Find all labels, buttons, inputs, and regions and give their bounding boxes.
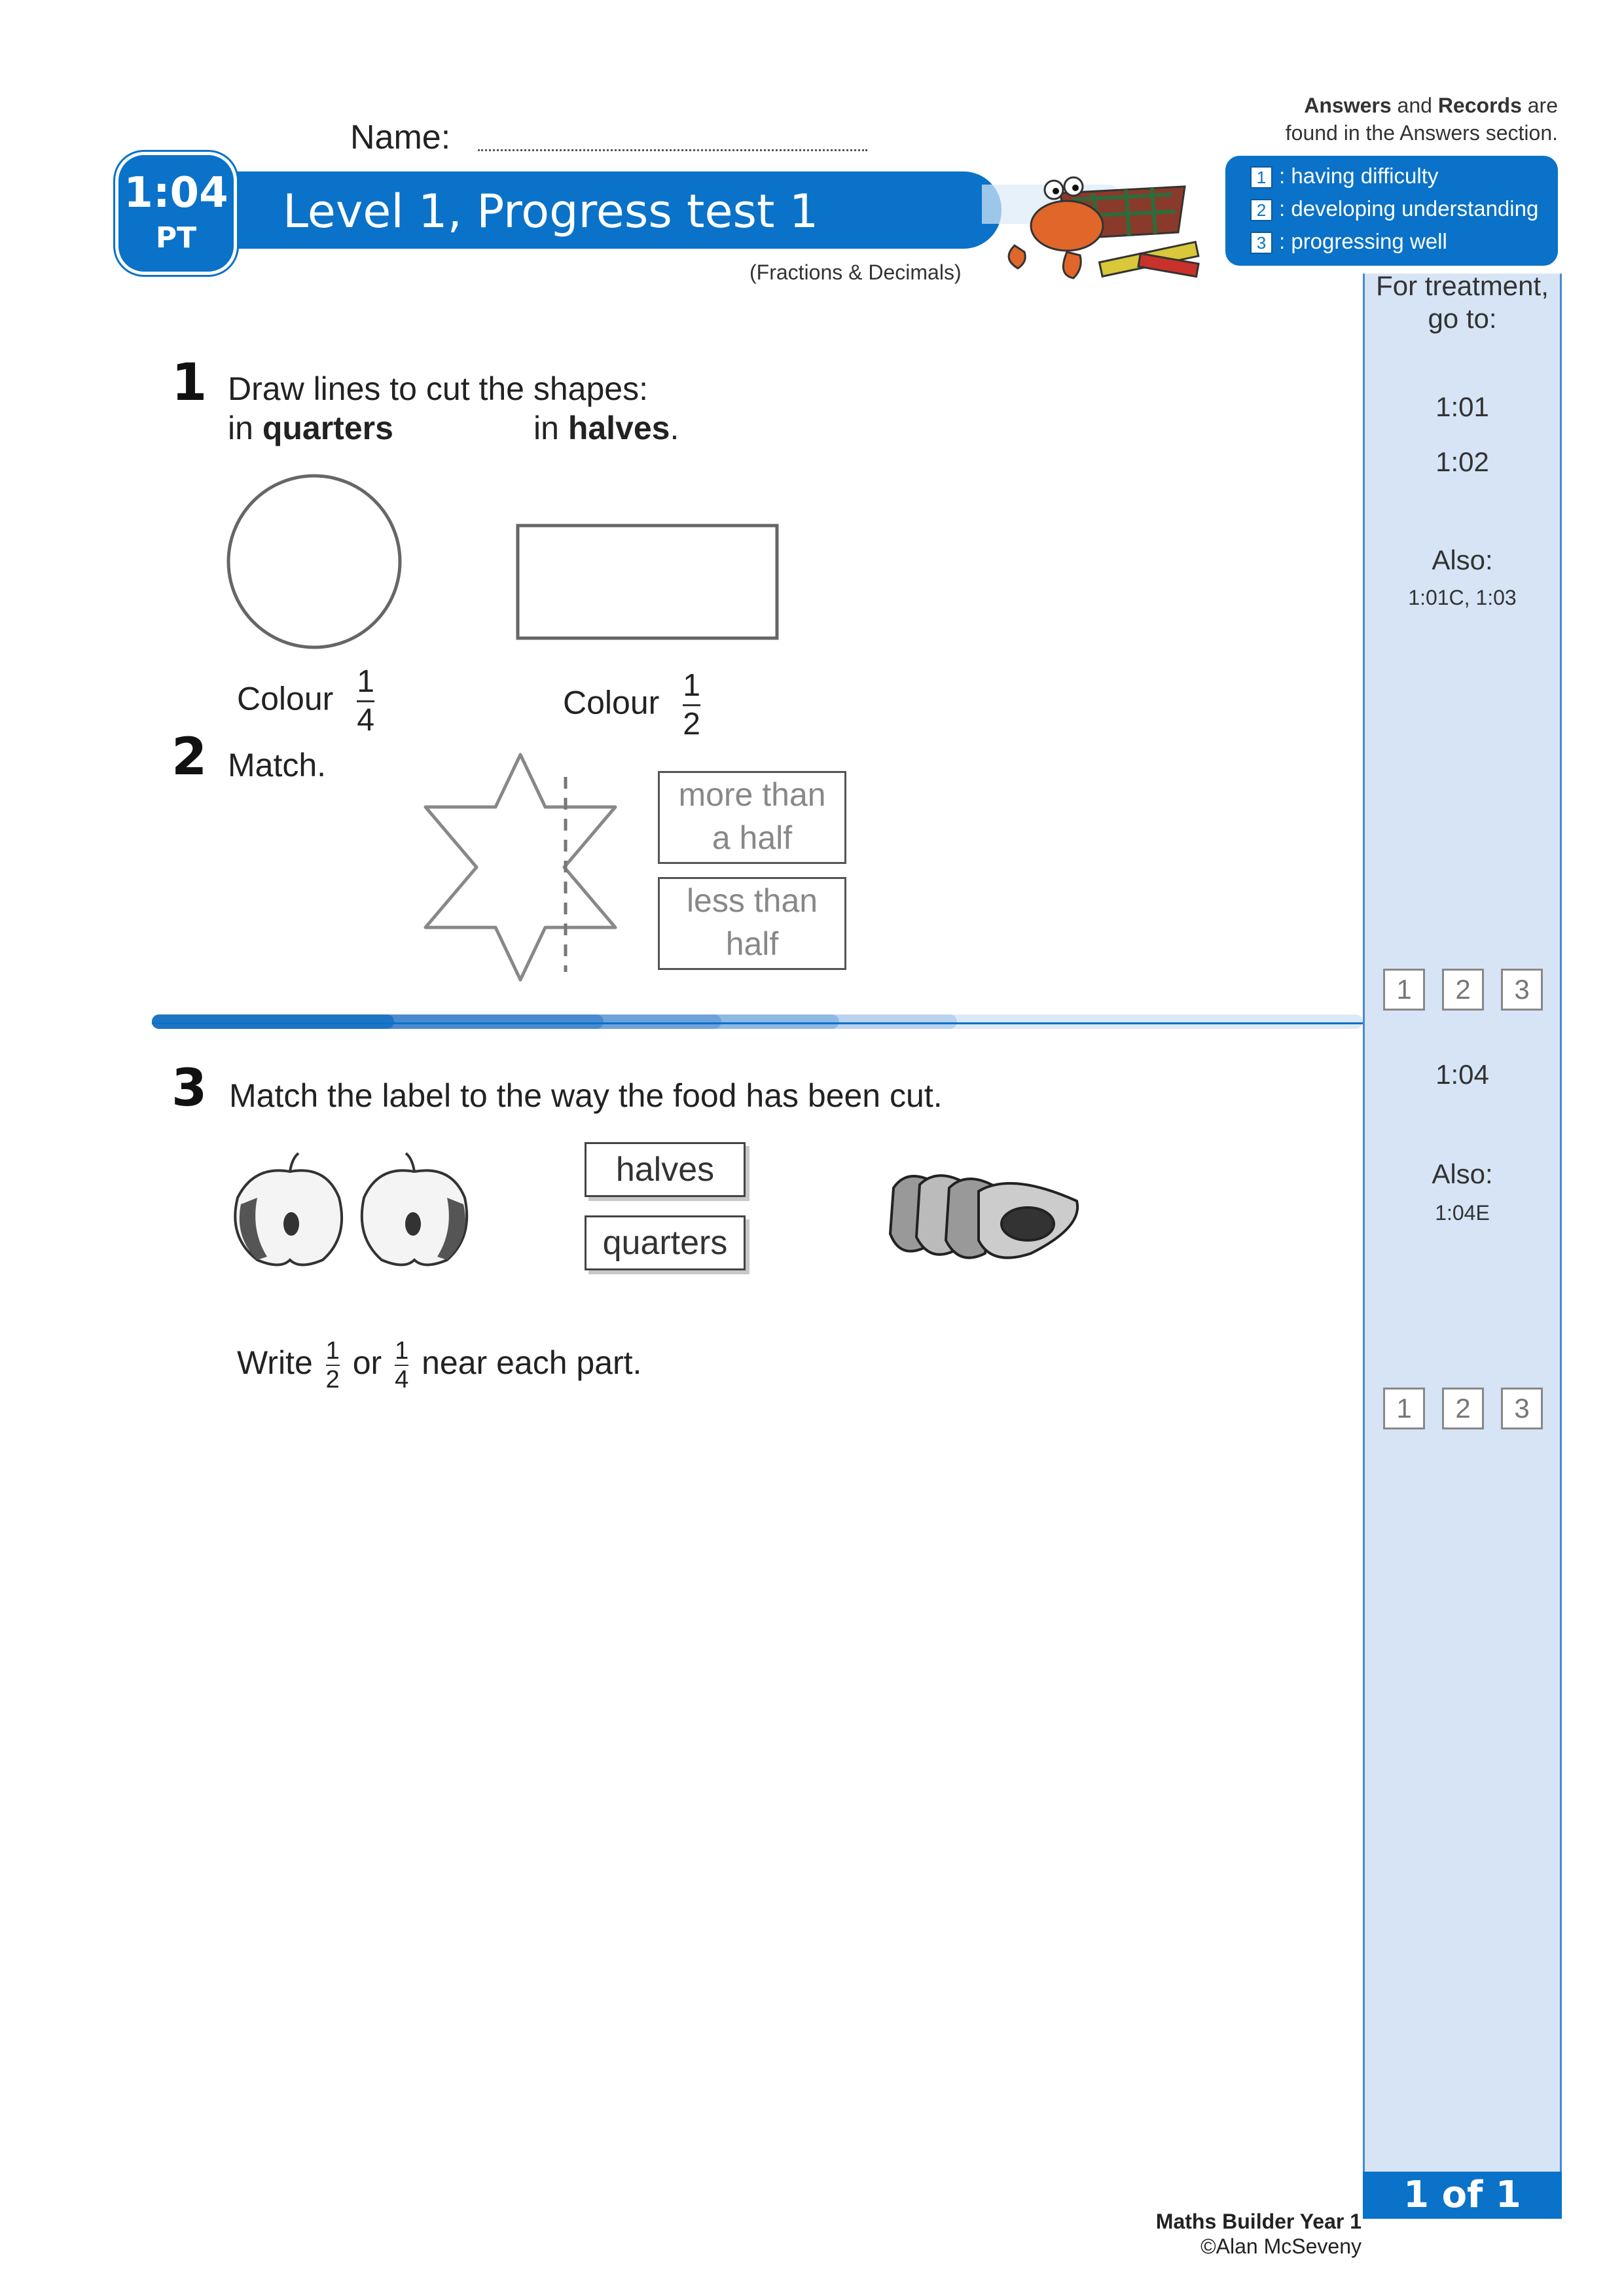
star-shape[interactable] [419, 749, 628, 985]
treatment-ref-1-02[interactable]: 1:02 [1435, 446, 1489, 477]
records-word: Records [1437, 94, 1522, 117]
also-label-a: Also: [1432, 545, 1493, 575]
sliced-food-icon[interactable] [880, 1162, 1090, 1266]
question-1-quarters: in quarters [228, 410, 393, 446]
name-field[interactable] [478, 149, 867, 151]
answers-note: Answers and Records are found in the Answers section. [1198, 92, 1558, 147]
section-divider [152, 1014, 1363, 1029]
fraction-one-half: $\frac{1}{2}$ [683, 668, 700, 742]
label-halves[interactable]: halves [585, 1142, 746, 1197]
score-box-1b[interactable]: 1 [1383, 1388, 1425, 1429]
question-2-text: Match. [228, 747, 327, 783]
question-3-number: 3 [171, 1059, 208, 1118]
badge-sub: PT [155, 221, 197, 255]
question-3-text: Match the label to the way the food has been cut. [229, 1077, 943, 1114]
crab-mascot-icon [988, 154, 1224, 285]
score-box-2b[interactable]: 2 [1442, 1388, 1484, 1429]
footer [1047, 2209, 1362, 2259]
question-1-number: 1 [171, 353, 208, 412]
question-2-number: 2 [171, 728, 208, 787]
also-refs-b: 1:04E [1435, 1201, 1490, 1225]
footer-copyright: ©Alan McSeveny [1200, 2234, 1362, 2258]
colour-label-a: Colour $\frac{1}{4}$ [237, 664, 374, 738]
fraction-quarter-small: $\frac{1}{4}$ [395, 1337, 409, 1393]
colour-label-b: Colour $\frac{1}{2}$ [563, 668, 700, 742]
question-1-halves: in halves. [533, 410, 679, 446]
write-instruction: Write $\frac{1}{2}$ or $\frac{1}{4}$ near each part. [237, 1337, 642, 1393]
treatment-ref-1-01[interactable]: 1:01 [1435, 391, 1489, 422]
treatment-ref-1-04[interactable]: 1:04 [1435, 1059, 1489, 1090]
page-indicator: 1 of 1 [1363, 2172, 1562, 2219]
score-box-1[interactable]: 1 [1383, 969, 1425, 1011]
answers-word: Answers [1304, 94, 1392, 117]
level-item-3: 3 : progressing well [1250, 229, 1447, 254]
answers-note-line2: found in the Answers section. [1285, 121, 1558, 145]
score-box-2[interactable]: 2 [1442, 969, 1484, 1011]
fraction-one-quarter: $\frac{1}{4}$ [357, 664, 374, 738]
label-quarters[interactable]: quarters [585, 1215, 746, 1270]
score-box-3[interactable]: 3 [1501, 969, 1543, 1011]
label-less-than-half[interactable]: less than half [658, 877, 846, 970]
rectangle-shape[interactable] [516, 524, 780, 641]
label-more-than-half[interactable]: more than a half [658, 771, 846, 864]
level-item-1: 1 : having difficulty [1250, 164, 1438, 188]
treatment-heading: For treatment, go to: [1376, 270, 1549, 334]
circle-shape[interactable] [223, 470, 406, 653]
badge-code: 1:04 [124, 169, 228, 217]
fraction-half-small: $\frac{1}{2}$ [325, 1337, 340, 1393]
also-label-b: Also: [1432, 1158, 1493, 1189]
name-label: Name: [350, 118, 451, 156]
also-refs-a: 1:01C, 1:03 [1408, 586, 1517, 609]
footer-book: Maths Builder Year 1 [1155, 2210, 1362, 2233]
score-box-3b[interactable]: 3 [1501, 1388, 1543, 1429]
page-title: Level 1, Progress test 1 [283, 185, 819, 238]
question-1-text: Draw lines to cut the shapes: [228, 370, 648, 407]
apple-halves-icon[interactable] [228, 1152, 477, 1270]
level-item-2: 2 : developing understanding [1250, 196, 1538, 221]
page-subtitle: (Fractions & Decimals) [749, 260, 962, 284]
